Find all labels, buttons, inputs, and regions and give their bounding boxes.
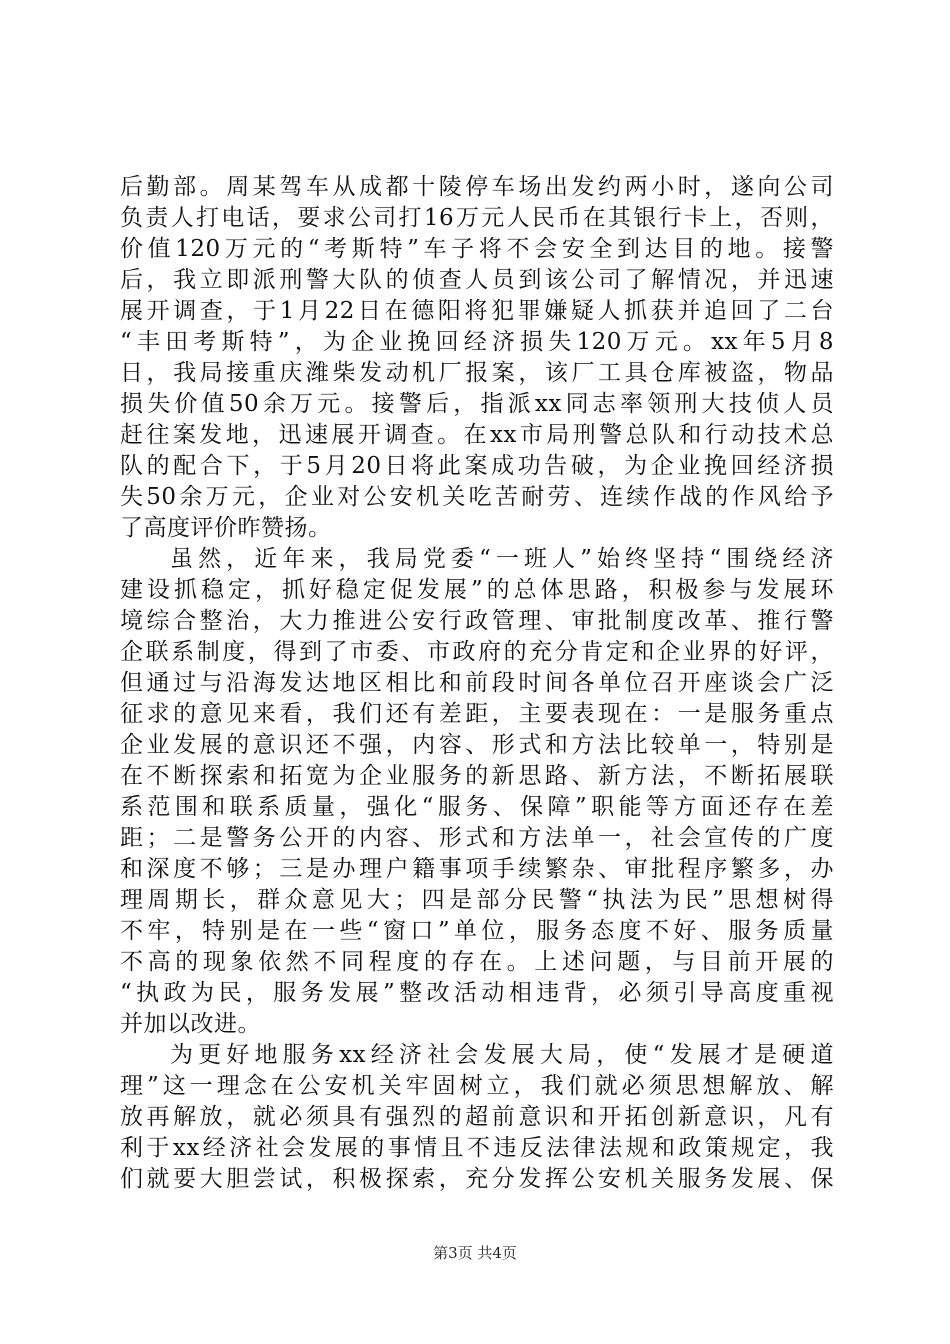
text-line: 不牢，特别是在一些“窗口”单位，服务态度不好、服务质量 xyxy=(120,918,834,944)
text-line: 不高的现象依然不同程度的存在。上述问题，与目前开展的 xyxy=(120,949,834,975)
paragraph-2 xyxy=(120,544,834,1040)
text-line: 赶往案发地，迅速展开调查。在xx市局刑警总队和行动技术总 xyxy=(120,422,834,448)
text-line: 征求的意见来看，我们还有差距，主要表现在：一是服务重点 xyxy=(120,701,834,727)
text-line: 队的配合下，于5月20日将此案成功告破，为企业挽回经济损 xyxy=(120,453,834,479)
text-line: 展开调查，于1月22日在德阳将犯罪嫌疑人抓获并追回了二台 xyxy=(120,298,834,324)
text-line: 放再解放，就必须具有强烈的超前意识和开拓创新意识，凡有 xyxy=(120,1104,834,1130)
text-line: 企业发展的意识还不强，内容、形式和方法比较单一，特别是 xyxy=(120,732,834,758)
text-line: 后，我立即派刑警大队的侦查人员到该公司了解情况，并迅速 xyxy=(120,267,834,293)
text-line: 和深度不够；三是办理户籍事项手续繁杂、审批程序繁多，办 xyxy=(120,856,834,882)
text-line: 了高度评价昨赞扬。 xyxy=(120,515,332,541)
paragraph-3 xyxy=(120,1040,834,1195)
text-line: 企联系制度，得到了市委、市政府的充分肯定和企业界的好评， xyxy=(120,639,834,665)
paragraph-1 xyxy=(120,172,834,544)
text-line: 系范围和联系质量，强化“服务、保障”职能等方面还存在差 xyxy=(120,794,834,820)
text-line: 失50余万元，企业对公安机关吃苦耐劳、连续作战的作风给予 xyxy=(120,484,834,510)
text-line: 负责人打电话，要求公司打16万元人民币在其银行卡上，否则， xyxy=(120,205,834,231)
body-text xyxy=(120,172,834,1195)
text-line: 理周期长，群众意见大；四是部分民警“执法为民”思想树得 xyxy=(120,887,834,913)
text-line: 在不断探索和拓宽为企业服务的新思路、新方法，不断拓展联 xyxy=(120,763,834,789)
text-line: 为更好地服务xx经济社会发展大局，使“发展才是硬道 xyxy=(170,1042,834,1068)
text-line: 建设抓稳定，抓好稳定促发展”的总体思路，积极参与发展环 xyxy=(120,577,834,603)
text-line: 日，我局接重庆潍柴发动机厂报案，该厂工具仓库被盗，物品 xyxy=(120,360,834,386)
page-number: 第3页 共4页 xyxy=(433,1244,517,1262)
text-line: 境综合整治，大力推进公安行政管理、审批制度改革、推行警 xyxy=(120,608,834,634)
text-line: 距；二是警务公开的内容、形式和方法单一，社会宣传的广度 xyxy=(120,825,834,851)
text-line: 后勤部。周某驾车从成都十陵停车场出发约两小时，遂向公司 xyxy=(120,174,834,200)
text-line: 们就要大胆尝试，积极探索，充分发挥公安机关服务发展、保 xyxy=(120,1166,834,1192)
text-line: “丰田考斯特”，为企业挽回经济损失120万元。xx年5月8 xyxy=(120,329,834,355)
text-line: 理”这一理念在公安机关牢固树立，我们就必须思想解放、解 xyxy=(120,1073,834,1099)
text-line: 损失价值50余万元。接警后，指派xx同志率领刑大技侦人员 xyxy=(120,391,834,417)
text-line: 利于xx经济社会发展的事情且不违反法律法规和政策规定，我 xyxy=(120,1135,834,1161)
text-line: 虽然，近年来，我局党委“一班人”始终坚持“围绕经济 xyxy=(170,546,834,572)
text-line: “执政为民，服务发展”整改活动相违背，必须引导高度重视 xyxy=(120,980,834,1006)
text-line: 价值120万元的“考斯特”车子将不会安全到达目的地。接警 xyxy=(120,236,834,262)
page-footer xyxy=(0,1243,950,1263)
text-line: 但通过与沿海发达地区相比和前段时间各单位召开座谈会广泛 xyxy=(120,670,834,696)
text-line: 并加以改进。 xyxy=(120,1011,261,1037)
